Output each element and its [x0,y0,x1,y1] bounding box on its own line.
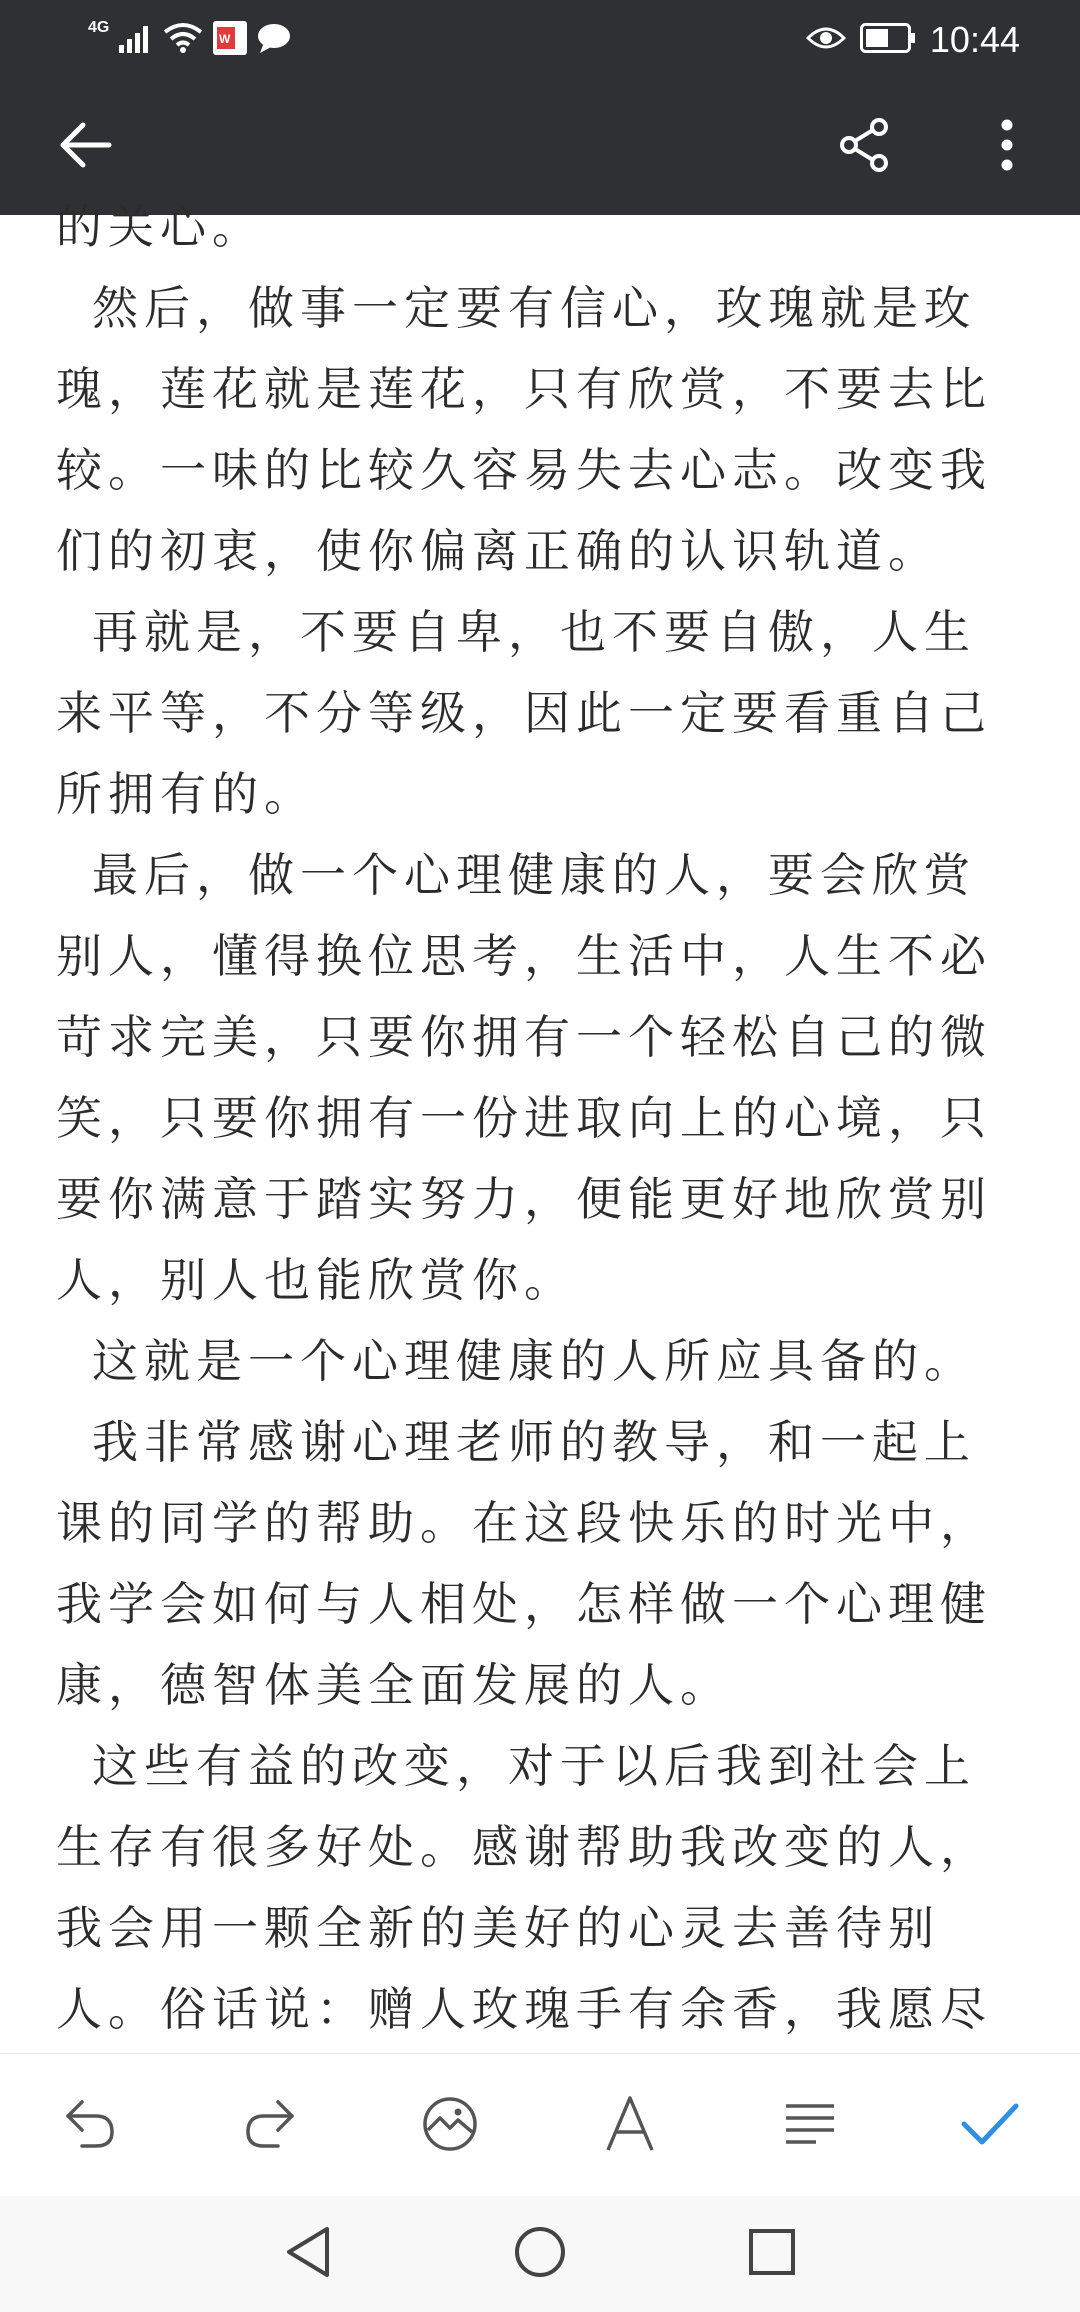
status-right-group [806,18,1020,62]
edit-toolbar [0,2053,1080,2197]
wifi-icon [163,22,203,58]
paragraph[interactable]: 的关心。 [56,200,264,254]
paragraph[interactable]: 最后，做一个心理健康的人，要会欣赏别人，懂得换位思考，生活中，人生不必苛求完美，只要你拥有一个轻松自己的微笑，只要你拥有一份进取向上的心境，只要你满意于踏实努力，便能更好地欣赏别人，别人也能欣赏你。 [56,848,992,1307]
confirm-icon [960,2100,1020,2152]
redo-icon [240,2096,300,2156]
office-app-icon [213,21,247,59]
text-format-icon [600,2094,660,2158]
undo-button[interactable] [0,2054,180,2197]
recents-square-icon [747,2227,797,2281]
status-left-group [88,18,291,62]
paragraph-align-button[interactable] [720,2054,900,2197]
share-button[interactable] [820,102,910,192]
nav-home-button[interactable] [510,2224,570,2284]
document-text[interactable] [56,187,1016,2131]
more-options-button[interactable] [962,102,1052,192]
insert-image-icon [420,2094,480,2158]
svg-text:W: W [219,32,231,46]
paragraph[interactable]: 这就是一个心理健康的人所应具备的。 [92,1334,976,1388]
share-icon [837,117,893,177]
eye-icon [806,24,846,56]
paragraph-align-icon [782,2100,838,2152]
clock-time: 10:44 [929,19,1020,60]
undo-icon [60,2096,120,2156]
paragraph[interactable]: 然后，做事一定要有信心，玫瑰就是玫瑰，莲花就是莲花，只有欣赏，不要去比较。一味的比较久容易失去心志。改变我们的初衷，使你偏离正确的认识轨道。 [56,281,992,578]
arrow-left-icon [57,121,113,173]
document-editor[interactable] [0,200,1080,2053]
confirm-button[interactable] [900,2054,1080,2197]
more-vertical-icon [999,117,1015,177]
back-triangle-icon [283,2225,333,2283]
paragraph[interactable]: 我非常感谢心理老师的教导，和一起上课的同学的帮助。在这段快乐的时光中，我学会如何与人相处，怎样做一个心理健康，德智体美全面发展的人。 [56,1415,992,1712]
system-nav-bar [0,2196,1080,2312]
nav-back-button[interactable] [278,2224,338,2284]
paragraph[interactable]: 再就是，不要自卑，也不要自傲，人生来平等，不分等级，因此一定要看重自己所拥有的。 [56,605,992,821]
battery-icon [860,23,916,57]
text-format-button[interactable] [540,2054,720,2197]
redo-button[interactable] [180,2054,360,2197]
insert-image-button[interactable] [360,2054,540,2197]
chat-icon [257,23,291,57]
paragraph[interactable]: 这些有益的改变，对于以后我到社会上生存有很多好处。感谢帮助我改变的人，我会用一颗全新的美好的心灵去善待别人。俗话说：赠人玫瑰手有余香，我愿尽 [56,1739,992,2036]
status-bar [0,0,1080,80]
back-button[interactable] [40,102,130,192]
home-circle-icon [513,2225,567,2283]
signal-icon [119,23,153,57]
network-type-label: 4G [88,19,110,36]
nav-recents-button[interactable] [742,2224,802,2284]
